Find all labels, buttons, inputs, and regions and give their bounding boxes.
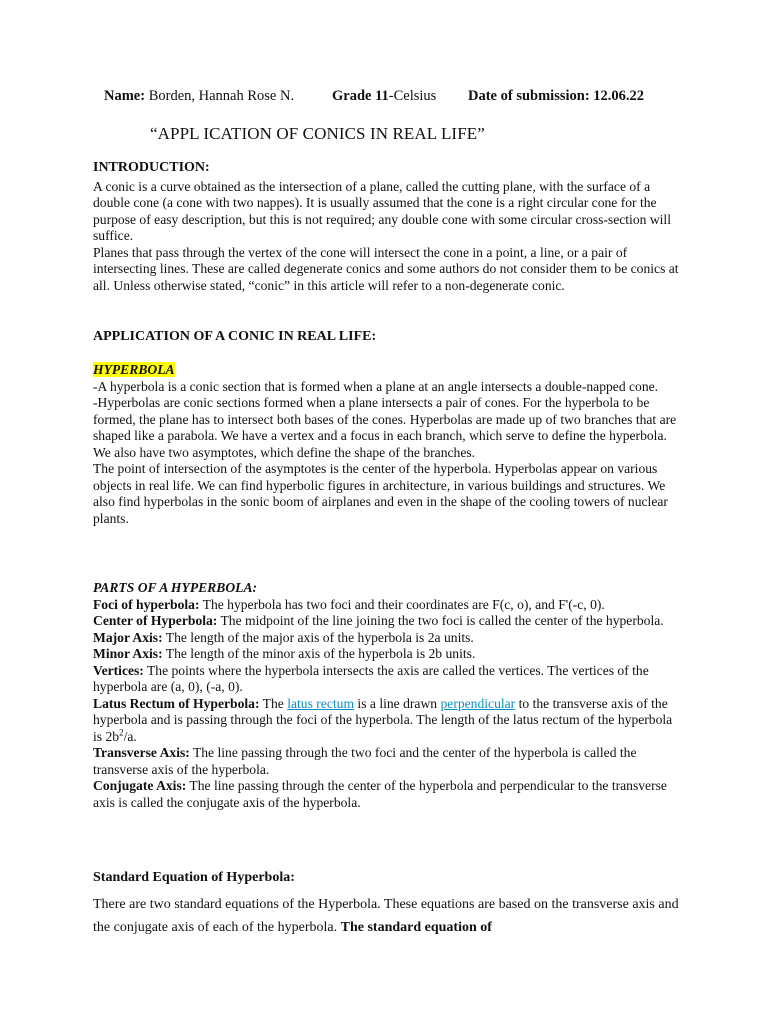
standard-equation-heading: Standard Equation of Hyperbola: [93,870,295,885]
part-conjugate-axis: Conjugate Axis: The line passing through the center of the hyperbola and perpendicular to the transverse axis is called the conjugate axis of the hyperbola. [93,778,667,810]
perpendicular-link[interactable]: perpendicular [440,695,516,711]
part-major-axis: Major Axis: The length of the major axis of the hyperbola is 2a units. [93,629,474,645]
introduction-paragraph-2: Planes that pass through the vertex of the cone will intersect the cone in a point, a line, or a pair of intersecting lines. These are called degenerate conics and some authors do not consider them to be conics at all. Unless otherwise stated, “conic” in this article will refer to a non-degenerate conic. [93,244,679,293]
student-grade: Grade 11-Celsius [332,88,437,104]
standard-equation-section [93,870,683,939]
introduction-heading: INTRODUCTION: [93,160,210,175]
hyperbola-heading: HYPERBOLA [93,362,175,377]
parts-heading: PARTS OF A HYPERBOLA: [93,580,258,595]
part-transverse-axis: Transverse Axis: The line passing through the two foci and the center of the hyperbola is called the transverse axis of the hyperbola. [93,745,637,777]
student-name: Name: Borden, Hannah Rose N. [104,88,295,104]
document-title: “APPL ICATION OF CONICS IN REAL LIFE” [150,124,485,143]
part-latus-rectum: Latus Rectum of Hyperbola: The latus rectum is a line drawn perpendicular to the transverse axis of the hyperbola and is passing through the foci of the hyperbola. The length of the latus rectum of the hyperbola is $2b^2/a$. [93,695,673,744]
part-vertices: Vertices: The points where the hyperbola intersects the axis are called the vertices. The vertices of the hyperbola are (a, 0), (-a, 0). [93,662,649,694]
introduction-paragraph-1: A conic is a curve obtained as the intersection of a plane, called the cutting plane, with the surface of a double cone (a cone with two nappes). It is usually assumed that the cone is a right circular cone for the purpose of easy description, but this is not required; any double cone with some circular cross-section will suffice. [93,178,671,243]
hyperbola-section [93,362,683,527]
standard-equation-text: There are two standard equations of the Hyperbola. These equations are based on the transverse axis and the conjugate axis of each of the hyperbola. The standard equation of [93,896,679,935]
part-center: Center of Hyperbola: The midpoint of the line joining the two foci is called the center of the hyperbola. [93,613,664,628]
part-minor-axis: Minor Axis: The length of the minor axis of the hyperbola is 2b units. [93,646,476,661]
hyperbola-paragraph-2: -Hyperbolas are conic sections formed when a plane intersects a pair of cones. For the hyperbola to be formed, the plane has to intersect both bases of the cones. Hyperbolas are made up of two branches that are shaped like a parabola. We have a vertex and a focus in each branch, which serve to define the hyperbola. We also have two asymptotes, which define the shape of the branches. [93,395,677,460]
submission-date: Date of submission: 12.06.22 [468,88,645,104]
hyperbola-paragraph-3: The point of intersection of the asymptotes is the center of the hyperbola. Hyperbolas appear on various objects in real life. We can find hyperbolic figures in architecture, in various buildings and structures. We also find hyperbolas in the sonic boom of airplanes and even in the shape of the cooling towers of nuclear plants. [93,461,668,526]
parts-section [93,580,683,811]
latus-rectum-link[interactable]: latus rectum [287,695,355,711]
part-foci: Foci of hyperbola: The hyperbola has two foci and their coordinates are F(c, o), and F'(-c, 0). [93,596,605,612]
introduction-section [93,160,683,294]
hyperbola-paragraph-1: -A hyperbola is a conic section that is formed when a plane at an angle intersects a double-napped cone. [93,378,659,394]
application-heading: APPLICATION OF A CONIC IN REAL LIFE: [93,329,377,344]
